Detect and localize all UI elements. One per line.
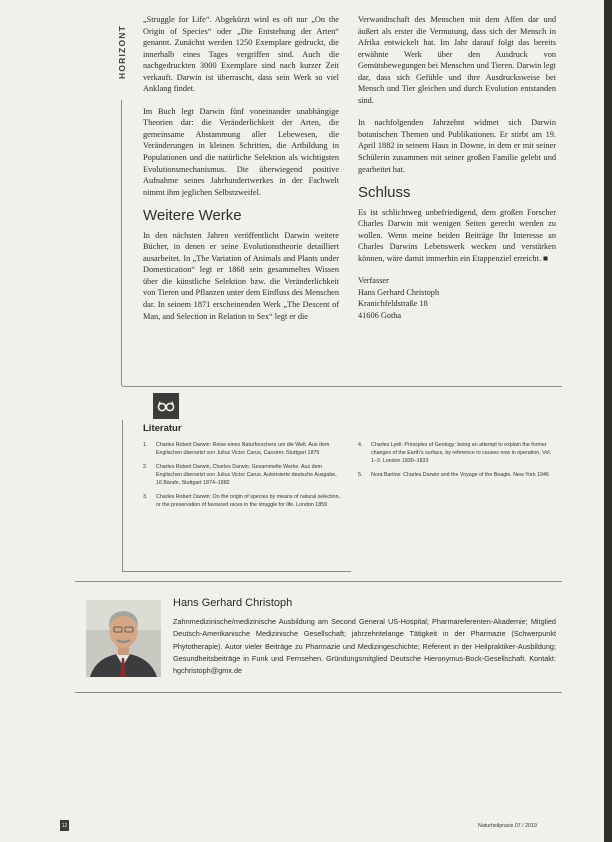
page-edge-shadow xyxy=(604,0,612,842)
author-street: Kranichfeldstraße 18 xyxy=(358,299,428,309)
literature-item: 4. Charles Lyell: Principles of Geology: being an attempt to explain the former changes of the Earth's surface, by reference to causes now in operation, Vol. 1–3. London 1830–1833 xyxy=(358,442,552,464)
divider xyxy=(122,386,562,387)
bio-name: Hans Gerhard Christoph xyxy=(173,597,293,609)
paragraph: „Struggle for Life“. Abgekürzt wird es oft nur „On the Origin of Species“ oder „Die Entstehung der Arten“ genannt. Zunächst werden 1250 Exemplare gedruckt, die innerhalb eines Tages vergriffen sind. Auch die nachgedruckten 3000 Exemplare sind nach kurzer Zeit verkauft. Darwin ist überrascht, dass sein Werk so viel Anklang findet. xyxy=(143,15,339,94)
literature-item: 1. Charles Robert Darwin: Reise eines Naturforschers um die Welt. Aus dem Englischen übersetzt von Julius Victor Carus, Cassirer, Stuttgart 1875 xyxy=(143,442,330,456)
literature-item: 5. Nora Barlow: Charles Darwin and the Voyage of the Beagle. New York 1946 xyxy=(358,472,549,478)
author-photo xyxy=(86,600,161,677)
page-number: 12 xyxy=(60,820,69,831)
left-column xyxy=(143,14,339,333)
paragraph: Es ist schlichtweg unbefriedigend, dem großen Forscher Charles Darwin mit wenigen Seiten gerecht werden zu wollen. Wenn meine beiden Beiträge Ihr Interesse an Charles Darwins Lebenswerk wecken und verstärken können, wäre damit immerhin ein Etappenziel erreicht. ■ xyxy=(358,207,556,263)
author-name: Hans Gerhard Christoph xyxy=(358,287,440,297)
paragraph: Verwandtschaft des Menschen mit dem Affen dar und äußert als erster die Vermutung, dass sich der Mensch in Afrika entwickelt hat. Im Jahr darauf folgt das bereits erwähnte Werk über den Ausdruck von Gemütsbewegungen bei Menschen und Tieren. Darwin legt dar, dass sich Gefühle und ihre Ausdrucksweise bei Mensch und Tier gleichen und durch Evolution entstanden sind. xyxy=(358,15,556,105)
column-rule xyxy=(121,100,122,386)
author-city: 41606 Gotha xyxy=(358,311,402,321)
right-column xyxy=(358,14,556,322)
author-address xyxy=(358,275,556,321)
section-tag: HORIZONT xyxy=(117,25,127,79)
literature-item: 2. Charles Robert Darwin, Charles Darwin: Gesammelte Werke. Aus dem Englischen übersetzt von Julius Victor Carus. Autorisierte deutsche Ausgabe, 16 Bände, Stuttgart 1874–1882 xyxy=(143,464,337,486)
literature-list-left xyxy=(143,441,343,515)
bio-text: Zahnmedizinische/medizinische Ausbildung am Second General US-Hospital; Pharmareferenten-Akademie; Mitglied Deutsch-Amerikanische Medizinische Gesellschaft; jahrzehntelange Tätigkeit in der Pharmazie (Schwerpunkt Phytotherapie). Autor vieler Beiträge zu Pharmazie und Medizingeschichte; Referent in der Heilpraktiker-Ausbildung; Gesundheitsbeiträge in Funk und Fernsehen. Gründungsmitglied Deutsche Hieronymus-Bock-Gesellschaft. Kontakt: hgchristoph@gmx.de xyxy=(173,617,556,676)
glasses-icon xyxy=(153,393,179,419)
literature-list-right xyxy=(358,441,558,485)
section-heading: Schluss xyxy=(358,184,411,202)
section-heading: Weitere Werke xyxy=(143,207,242,225)
paragraph: In den nächsten Jahren veröffentlicht Darwin weitere Bücher, in denen er seine Evolutionstheorie detailliert ausarbeitet. In „The Variation of Animals and Plants under Domestication“ legt er 1868 sein gesammeltes Wissen über die künstliche Selektion bzw. die Veränderlichkeit von Tieren und Pflanzen unter dem Einfluss des Menschen dar. In seinem 1871 erscheinenden Werk „The Descent of Man, and Selection in Relation to Sex“ legt er die xyxy=(143,230,339,321)
literature-item: 3. Charles Robert Darwin: On the origin of species by means of natural selection, or the preservation of favoured races in the struggle for life. London 1859 xyxy=(143,494,341,508)
paragraph: In nachfolgenden Jahrzehnt widmet sich Darwin botanischen Themen und Publikationen. Er stirbt am 19. April 1882 in seinem Haus in Downe, in dem er mit seiner Schülerin zusammen mit seiner großen Familie gelebt und gearbeitet hat. xyxy=(358,118,556,174)
paragraph: Im Buch legt Darwin fünf voneinander unabhängige Theorien dar: die Veränderlichkeit der Arten, die gemeinsame Abstammung aller Lebewesen, die Veränderungen in kleinen Schritten, die Artbildung in Populationen und die natürliche Selektion als wichtigsten Evolutionsmechanismus. Die überwiegend positive Aufnahme seines Jahrhundertwerkes in der Fachwelt nimmt ihm jeglichen Selbstzweifel. xyxy=(143,106,339,197)
literature-title: Literatur xyxy=(143,423,182,434)
journal-footer: Naturheilpraxis 07 / 2019 xyxy=(478,823,537,829)
author-label: Verfasser xyxy=(358,276,389,286)
